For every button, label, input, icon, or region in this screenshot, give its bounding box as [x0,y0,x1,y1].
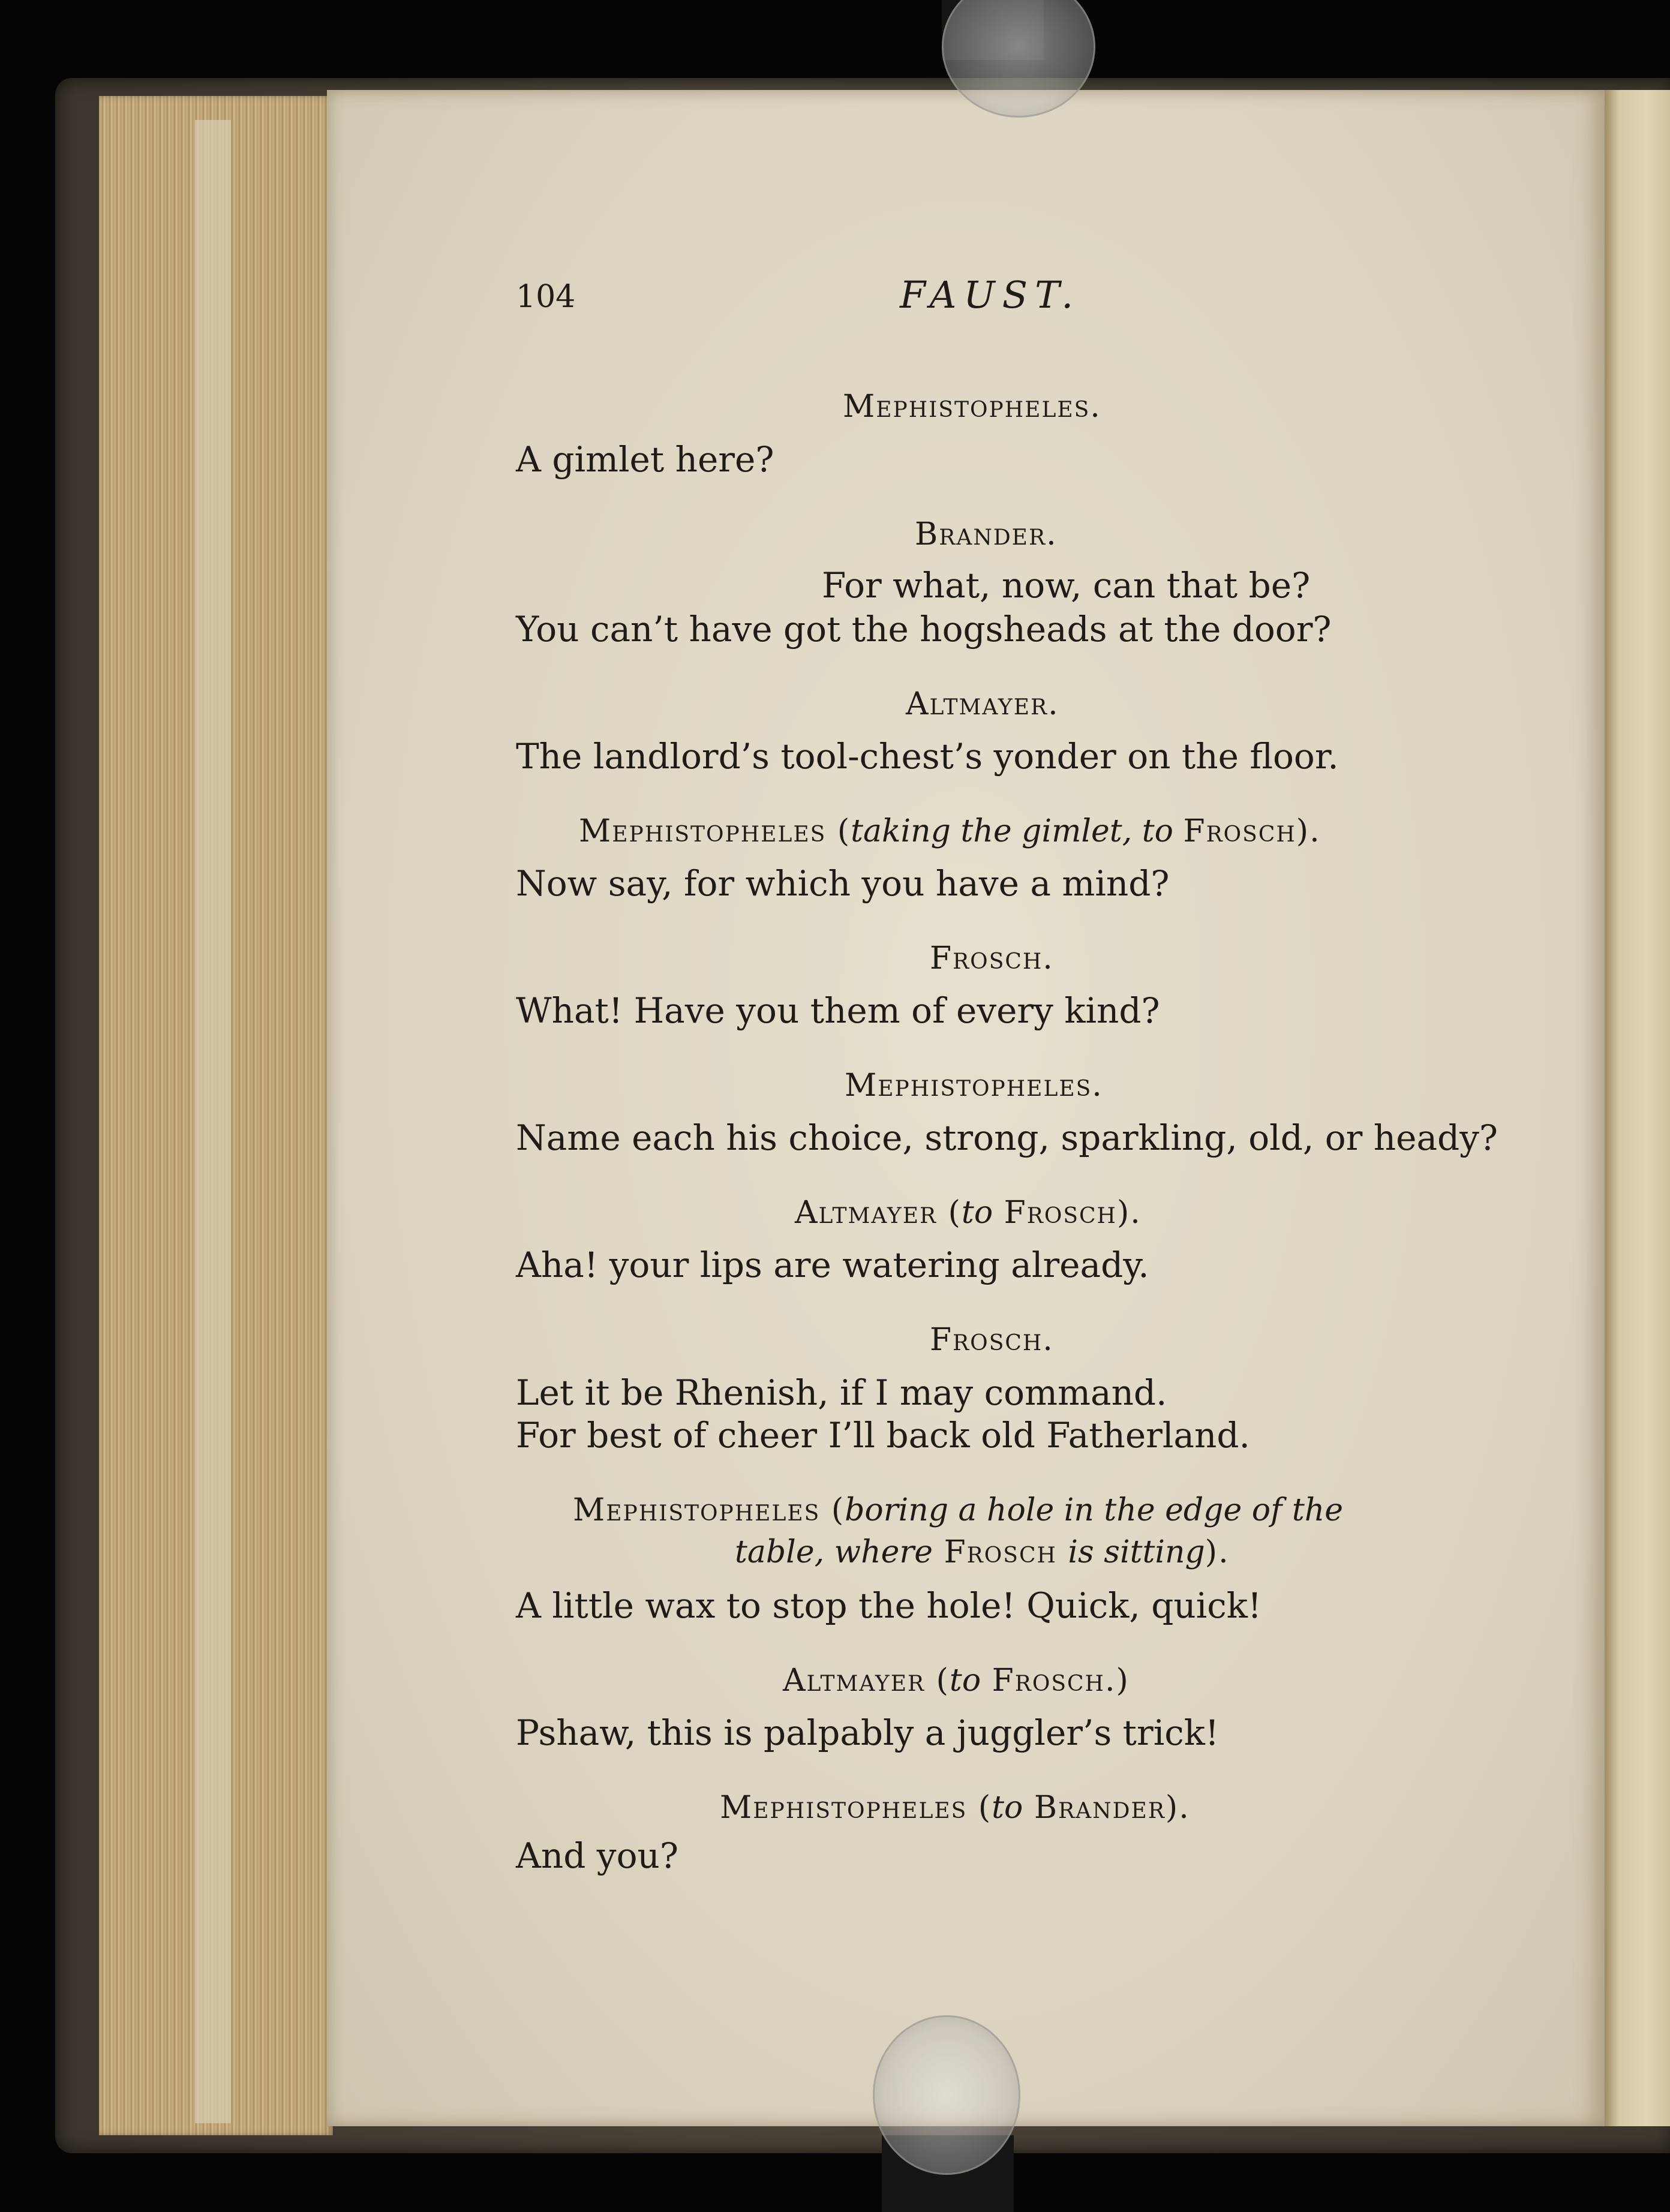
stage-direction: table, where [735,1534,933,1570]
target-name: Frosch [993,1195,1117,1231]
verse-line: Pshaw, this is palpably a juggler’s trick! [516,1712,1220,1753]
stage-direction-continued [735,1534,1230,1570]
stage-direction: taking the gimlet, [851,813,1133,849]
speaker-with-direction [783,1663,1130,1699]
speaker-name: Altmayer [795,1195,938,1231]
speaker-name: Altmayer [783,1663,926,1699]
verse-line: Now say, for which you have a mind? [516,863,1170,904]
speaker-name: Mephistopheles [579,813,827,849]
paren: ). [1116,1195,1142,1231]
speaker-brander: Brander. [915,516,1058,552]
speaker-with-direction [573,1492,1344,1528]
speaker-name: Mephistopheles [573,1492,821,1528]
speaker-mephistopheles: Mephistopheles. [843,389,1101,425]
stage-direction: is sitting [1068,1534,1205,1570]
verse-line: Aha! your lips are watering already. [516,1245,1149,1285]
verse-line: For what, now, can that be? [822,565,1311,606]
paren: ( [820,1492,845,1528]
speaker-with-direction [579,813,1321,849]
target-name: Brander [1023,1790,1166,1826]
verse-line: A gimlet here? [516,439,774,480]
page-number: 104 [516,279,576,315]
speaker-frosch: Frosch. [930,1322,1054,1358]
running-title: FAUST. [900,273,1081,317]
speaker-altmayer: Altmayer. [906,686,1059,722]
verse-line: Let it be Rhenish, if I may command. [516,1372,1167,1413]
speaker-frosch: Frosch. [930,940,1054,976]
stage-direction: to [992,1790,1023,1826]
verse-line: The landlord’s tool-chest’s yonder on the floor. [516,736,1339,777]
target-name: Frosch [933,1534,1068,1570]
paren: ) [1116,1663,1130,1699]
verse-line: And you? [516,1835,678,1876]
speaker-name: Mephistopheles [720,1790,968,1826]
paren: ( [937,1195,962,1231]
stage-direction: to [949,1663,981,1699]
verse-line: What! Have you them of every kind? [516,990,1160,1031]
verse-line: Name each his choice, strong, sparkling, old, or heady? [516,1117,1498,1158]
target-name: Frosch. [981,1663,1116,1699]
stage-direction: to [961,1195,993,1231]
paren: ( [925,1663,950,1699]
verse-line: A little wax to stop the hole! Quick, quick! [516,1585,1262,1626]
target-name: Frosch [1183,813,1296,849]
speaker-with-direction [720,1790,1190,1826]
paren: ). [1205,1534,1230,1570]
stage-direction: boring a hole in the edge of the [845,1492,1344,1528]
speaker-mephistopheles: Mephistopheles. [845,1068,1103,1104]
verse-line: You can’t have got the hogsheads at the door? [516,609,1332,650]
speaker-with-direction [795,1195,1142,1231]
paren: ). [1296,813,1321,849]
verse-line: For best of cheer I’ll back old Fatherland. [516,1415,1250,1456]
stage-direction: to [1132,813,1184,849]
paren: ( [826,813,851,849]
paren: ). [1165,1790,1190,1826]
paren: ( [967,1790,992,1826]
